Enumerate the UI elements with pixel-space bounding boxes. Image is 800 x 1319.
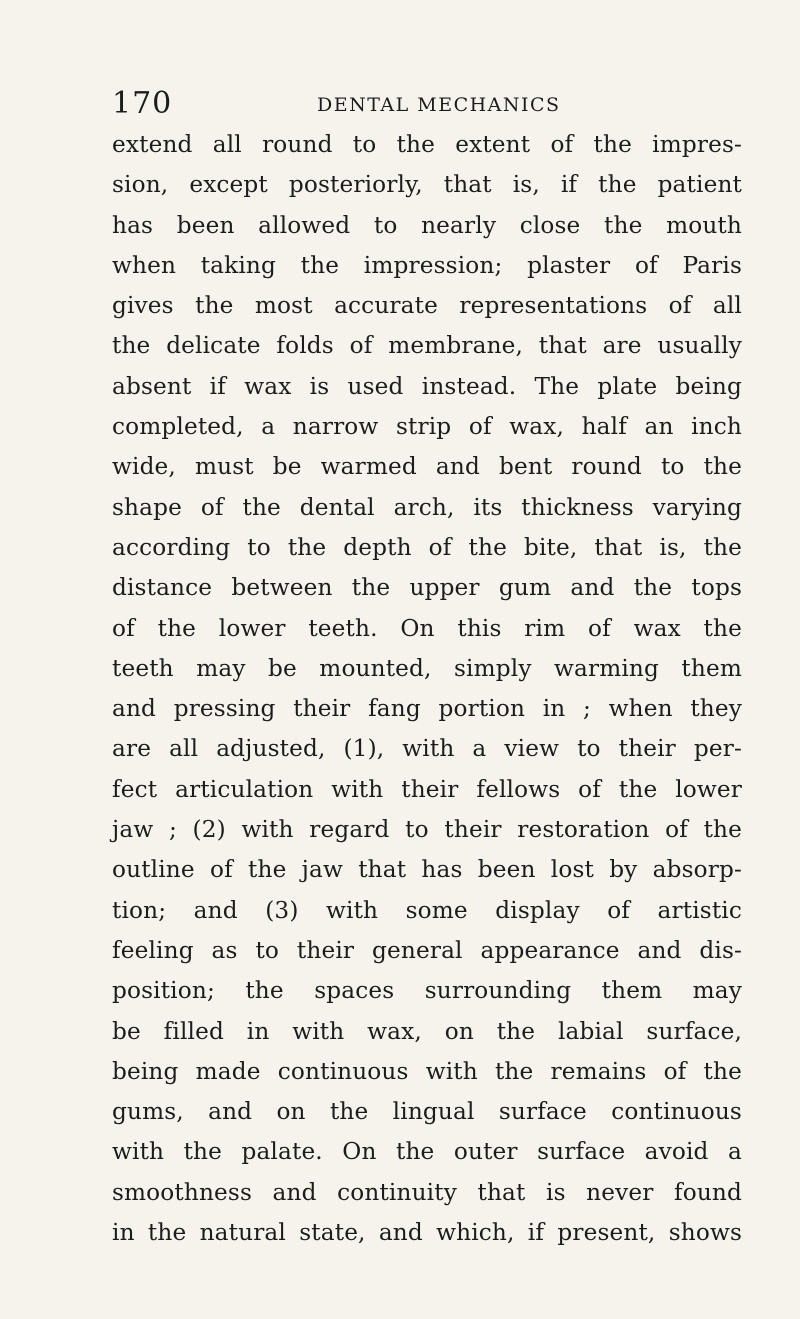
text-line: feeling as to their general appearance and dis- <box>112 936 742 964</box>
text-line: jaw ; (2) with regard to their restoration of the <box>112 816 742 844</box>
text-line: distance between the upper gum and the tops <box>112 574 742 602</box>
text-line: has been allowed to nearly close the mouth <box>112 211 742 239</box>
text-line: of the lower teeth. On this rim of wax the <box>112 614 742 642</box>
running-header <box>112 84 742 124</box>
text-line: absent if wax is used instead. The plate being <box>112 372 742 400</box>
text-line: with the palate. On the outer surface avoid a <box>112 1138 742 1166</box>
text-line: when taking the impression; plaster of Paris <box>112 251 742 279</box>
text-line: outline of the jaw that has been lost by absorp- <box>112 856 742 884</box>
text-line: completed, a narrow strip of wax, half an inch <box>112 413 742 441</box>
text-line: be filled in with wax, on the labial surface, <box>112 1017 742 1045</box>
text-line: fect articulation with their fellows of the lower <box>112 775 742 803</box>
text-line: wide, must be warmed and bent round to the <box>112 453 742 481</box>
text-line: smoothness and continuity that is never found <box>112 1178 742 1206</box>
text-line: tion; and (3) with some display of artistic <box>112 896 742 924</box>
text-line: are all adjusted, (1), with a view to their per- <box>112 735 742 763</box>
text-line: in the natural state, and which, if present, shows <box>112 1219 742 1247</box>
text-line: gives the most accurate representations of all <box>112 292 742 320</box>
running-title: DENTAL MECHANICS <box>317 94 561 116</box>
text-line: according to the depth of the bite, that is, the <box>112 533 742 561</box>
text-line: extend all round to the extent of the impres- <box>112 131 742 158</box>
text-line: gums, and on the lingual surface continuous <box>112 1098 742 1126</box>
text-line: sion, except posteriorly, that is, if the patient <box>112 171 742 199</box>
text-line: teeth may be mounted, simply warming them <box>112 654 742 682</box>
page-number: 170 <box>112 86 173 121</box>
text-line: and pressing their fang portion in ; when they <box>112 695 742 723</box>
text-line: position; the spaces surrounding them may <box>112 977 742 1005</box>
text-line: shape of the dental arch, its thickness varying <box>112 493 742 521</box>
body-text <box>112 125 742 1253</box>
text-line: the delicate folds of membrane, that are usually <box>112 332 742 360</box>
text-line: being made continuous with the remains of the <box>112 1057 742 1085</box>
